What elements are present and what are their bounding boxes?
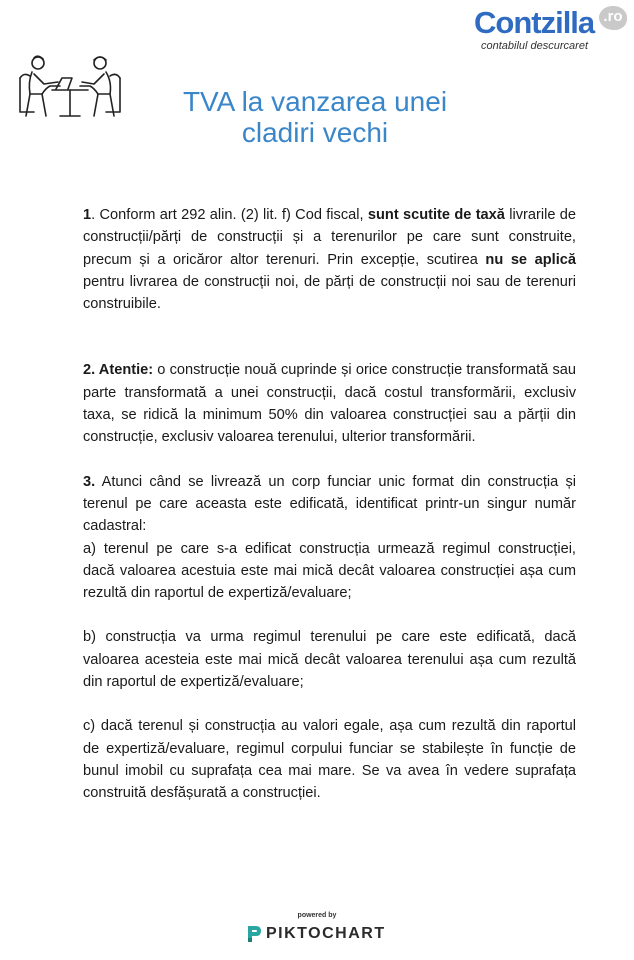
- section-1-text-c: pentru livrarea de construcții noi, de părți de construcții noi sau de terenuri construibile.: [83, 273, 576, 313]
- section-3-text: Atunci când se livrează un corp funciar unic format din construcția și terenul pe care aceasta este edificată, identificat printr-un singur număr cadastral:: [83, 473, 576, 535]
- two-people-at-table-icon: [16, 52, 124, 122]
- section-3-number: 3.: [83, 473, 96, 490]
- title-line-1: TVA la vanzarea unei: [182, 86, 448, 117]
- list-item-c: c) dacă terenul și construcția au valori egale, așa cum rezultă din raportul de expertiză/evaluare, regimul corpului funciar se stabilește în funcție de bunul imobil cu suprafața cea mai mare. Se va avea în vedere suprafața construită desfășurată a construcției.: [83, 718, 576, 802]
- logo-tagline: contabilul descurcaret: [481, 40, 589, 52]
- list-item-a: a) terenul pe care s-a edificat construcția urmează regimul construcției, dacă valoarea acestuia este mai mică decât valoarea construcției așa cum rezultă din raportul de expertiză/evaluare;: [83, 540, 576, 602]
- section-1-bold-b: nu se aplică: [485, 251, 577, 268]
- logo-suffix: .ro: [599, 6, 627, 30]
- section-2: [83, 359, 576, 448]
- section-1-text-a: . Conform art 292 alin. (2) lit. f) Cod fiscal,: [91, 207, 368, 223]
- section-3: [83, 471, 576, 538]
- article-body: [83, 204, 576, 805]
- section-1-number: 1: [83, 207, 92, 223]
- piktochart-logo-icon: [246, 924, 262, 944]
- logo-name: Contzilla: [474, 5, 595, 40]
- piktochart-brand: PIKTOCHART: [266, 925, 386, 942]
- section-1-text-b: livrarile de construcții/părți de construcții și a terenurilor pe care sunt construite, precum și a oricăror altor terenuri. Prin excepție, scutirea: [83, 207, 576, 268]
- section-1-bold-a: sunt scutite de taxă: [367, 207, 505, 223]
- powered-by-label: powered by: [297, 912, 337, 919]
- section-1: [83, 204, 576, 315]
- section-2-label: 2. Atentie:: [83, 362, 154, 379]
- section-2-text: o construcție nouă cuprinde și orice construcție transformată sau parte transformată a unei construcții, dacă costul transformării, exclusiv taxa, se ridică la minimum 50% din valoarea construcției sau a părții din construcție, exclusiv valoarea terenului, ulterior transformării.: [83, 362, 576, 446]
- piktochart-footer: [0, 908, 634, 948]
- contzilla-logo: [472, 4, 632, 54]
- page-title: [140, 86, 490, 148]
- list-item-b: b) construcția va urma regimul terenului pe care este edificată, dacă valoarea acesteia este mai mică decât valoarea terenului așa cum rezultă din raportul de expertiză/evaluare;: [83, 629, 576, 691]
- title-line-2: cladiri vechi: [241, 117, 389, 148]
